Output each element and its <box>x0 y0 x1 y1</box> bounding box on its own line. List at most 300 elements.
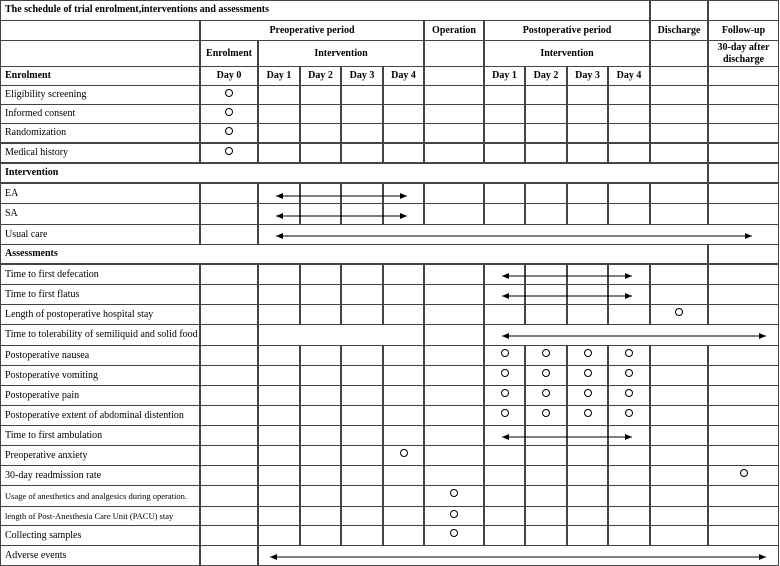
cell-vomiting-12 <box>708 365 779 386</box>
pre-day-1-text: Day 1 <box>266 70 292 81</box>
cell-sa-6 <box>424 203 484 225</box>
cell-ea-12 <box>708 183 779 204</box>
row-label-consent-text: Informed consent <box>5 108 76 119</box>
cell-los-1 <box>200 304 258 325</box>
cell-randomization-4 <box>341 123 383 143</box>
cell-flatus-4 <box>341 284 383 305</box>
cell-flatus-1 <box>200 284 258 305</box>
pre-day-4-text: Day 4 <box>391 70 416 81</box>
cell-ambulation-10 <box>608 425 650 446</box>
header-discharge-blank <box>650 40 708 67</box>
cell-samples-9 <box>567 525 608 546</box>
schedule-circle-marker <box>501 369 509 377</box>
header-pre-intervention-text: Intervention <box>314 47 368 59</box>
header-corner-1 <box>0 20 200 41</box>
pre-day-1 <box>258 66 300 86</box>
header-followup-text: Follow-up <box>721 24 766 36</box>
day-discharge-blank <box>650 66 708 86</box>
cell-readmission-11 <box>650 465 708 486</box>
schedule-circle-marker <box>675 308 683 316</box>
cell-randomization-7 <box>484 123 525 143</box>
cell-ea-7 <box>484 183 525 204</box>
row-label-samples <box>0 525 200 546</box>
cell-pain-4 <box>341 385 383 406</box>
schedule-circle-marker <box>625 369 633 377</box>
header-enrolment <box>200 40 258 67</box>
cell-anxiety-1 <box>200 445 258 466</box>
cell-flatus-10 <box>608 284 650 305</box>
cell-sa-1 <box>200 203 258 225</box>
row-label-ambulation <box>0 425 200 446</box>
cell-randomization-9 <box>567 123 608 143</box>
header-discharge-text: Discharge <box>657 24 701 36</box>
row-label-pacu-text: length of Post-Anesthesia Care Unit (PACU) stay <box>5 511 174 521</box>
row-label-history <box>0 143 200 163</box>
cell-ea-9 <box>567 183 608 204</box>
cell-defecation-12 <box>708 264 779 285</box>
cell-sa-10 <box>608 203 650 225</box>
row-label-readmission-text: 30-day readmission rate <box>5 469 102 481</box>
header-postoperative-period <box>484 20 650 41</box>
post-day-3 <box>567 66 608 86</box>
cell-consent-9 <box>567 104 608 124</box>
cell-randomization-10 <box>608 123 650 143</box>
cell-eligibility-4 <box>341 85 383 105</box>
cell-history-6 <box>424 143 484 163</box>
cell-anesthetics-10 <box>608 485 650 507</box>
cell-los-5 <box>383 304 424 325</box>
schedule-circle-marker <box>400 449 408 457</box>
cell-sa-12 <box>708 203 779 225</box>
cell-usual-span <box>258 224 779 245</box>
cell-tolerability-span <box>484 324 779 346</box>
cell-samples-7 <box>484 525 525 546</box>
schedule-circle-marker <box>225 127 233 135</box>
cell-pacu-11 <box>650 506 708 526</box>
header-operation-text: Operation <box>432 24 476 36</box>
cell-nausea-3 <box>300 345 341 366</box>
cell-eligibility-3 <box>300 85 341 105</box>
row-label-vomiting <box>0 365 200 386</box>
cell-ambulation-8 <box>525 425 567 446</box>
cell-samples-5 <box>383 525 424 546</box>
header-followup-detail <box>708 40 779 67</box>
schedule-circle-marker <box>542 409 550 417</box>
cell-randomization-3 <box>300 123 341 143</box>
cell-distention-2 <box>258 405 300 426</box>
cell-anesthetics-8 <box>525 485 567 507</box>
section-intervention-followup <box>708 163 779 183</box>
cell-flatus-7 <box>484 284 525 305</box>
cell-consent-8 <box>525 104 567 124</box>
cell-history-5 <box>383 143 424 163</box>
row-label-history-text: Medical history <box>5 147 69 158</box>
header-followup-detail-text: 30-day after discharge <box>717 41 770 65</box>
row-label-pacu <box>0 506 200 526</box>
cell-history-7 <box>484 143 525 163</box>
cell-consent-6 <box>424 104 484 124</box>
row-label-flatus-text: Time to first flatus <box>5 288 80 300</box>
cell-defecation-4 <box>341 264 383 285</box>
schedule-circle-marker <box>501 349 509 357</box>
cell-consent-4 <box>341 104 383 124</box>
cell-anesthetics-5 <box>383 485 424 507</box>
row-label-usual <box>0 224 200 245</box>
cell-flatus-12 <box>708 284 779 305</box>
day-0 <box>200 66 258 86</box>
cell-los-8 <box>525 304 567 325</box>
schedule-circle-marker <box>625 409 633 417</box>
cell-tolerability-pre <box>258 324 424 346</box>
section-intervention-text: Intervention <box>5 167 59 178</box>
row-label-anxiety <box>0 445 200 466</box>
cell-anesthetics-7 <box>484 485 525 507</box>
cell-samples-3 <box>300 525 341 546</box>
schedule-circle-marker <box>542 349 550 357</box>
cell-defecation-11 <box>650 264 708 285</box>
cell-pain-2 <box>258 385 300 406</box>
cell-defecation-9 <box>567 264 608 285</box>
post-day-2-text: Day 2 <box>533 70 559 81</box>
row-label-tolerability <box>0 324 200 346</box>
header-pre-intervention <box>258 40 424 67</box>
cell-flatus-8 <box>525 284 567 305</box>
header-discharge <box>650 20 708 41</box>
cell-sa-4 <box>341 203 383 225</box>
cell-distention-3 <box>300 405 341 426</box>
schedule-circle-marker <box>225 147 233 155</box>
table-title <box>0 0 650 21</box>
cell-samples-4 <box>341 525 383 546</box>
cell-eligibility-9 <box>567 85 608 105</box>
cell-anesthetics-3 <box>300 485 341 507</box>
cell-readmission-3 <box>300 465 341 486</box>
header-postoperative-period-text: Postoperative period <box>522 24 612 36</box>
cell-ea-2 <box>258 183 300 204</box>
cell-ambulation-4 <box>341 425 383 446</box>
cell-pain-11 <box>650 385 708 406</box>
post-day-4 <box>608 66 650 86</box>
cell-readmission-9 <box>567 465 608 486</box>
cell-ea-4 <box>341 183 383 204</box>
header-post-intervention-text: Intervention <box>540 47 594 59</box>
cell-ea-11 <box>650 183 708 204</box>
header-corner-2 <box>0 40 200 67</box>
cell-nausea-4 <box>341 345 383 366</box>
section-assessments <box>0 244 708 264</box>
cell-readmission-2 <box>258 465 300 486</box>
cell-distention-5 <box>383 405 424 426</box>
post-day-3-text: Day 3 <box>575 70 600 81</box>
header-blank-followup <box>708 0 779 21</box>
cell-anesthetics-11 <box>650 485 708 507</box>
cell-anxiety-6 <box>424 445 484 466</box>
row-label-sa-text: SA <box>5 208 18 219</box>
row-label-distention <box>0 405 200 426</box>
header-operation-blank <box>424 40 484 67</box>
cell-readmission-7 <box>484 465 525 486</box>
row-label-flatus <box>0 284 200 305</box>
cell-los-6 <box>424 304 484 325</box>
row-label-randomization-text: Randomization <box>5 127 67 138</box>
pre-day-3 <box>341 66 383 86</box>
header-enrolment-text: Enrolment <box>206 47 252 59</box>
cell-pacu-1 <box>200 506 258 526</box>
cell-ea-5 <box>383 183 424 204</box>
cell-vomiting-6 <box>424 365 484 386</box>
schedule-circle-marker <box>625 349 633 357</box>
cell-tolerability-op <box>424 324 484 346</box>
day-operation-blank <box>424 66 484 86</box>
post-day-2 <box>525 66 567 86</box>
cell-vomiting-4 <box>341 365 383 386</box>
cell-consent-10 <box>608 104 650 124</box>
cell-pain-5 <box>383 385 424 406</box>
cell-samples-11 <box>650 525 708 546</box>
cell-defecation-6 <box>424 264 484 285</box>
cell-los-4 <box>341 304 383 325</box>
cell-anesthetics-4 <box>341 485 383 507</box>
cell-ambulation-11 <box>650 425 708 446</box>
cell-readmission-8 <box>525 465 567 486</box>
row-label-anesthetics <box>0 485 200 507</box>
schedule-circle-marker <box>584 369 592 377</box>
cell-anxiety-10 <box>608 445 650 466</box>
cell-vomiting-2 <box>258 365 300 386</box>
cell-sa-7 <box>484 203 525 225</box>
cell-consent-2 <box>258 104 300 124</box>
cell-history-10 <box>608 143 650 163</box>
schedule-circle-marker <box>225 89 233 97</box>
row-label-defecation <box>0 264 200 285</box>
schedule-circle-marker <box>501 389 509 397</box>
cell-pacu-5 <box>383 506 424 526</box>
row-label-anxiety-text: Preoperative anxiety <box>5 449 88 461</box>
cell-eligibility-8 <box>525 85 567 105</box>
cell-sa-2 <box>258 203 300 225</box>
row-label-sa <box>0 203 200 225</box>
cell-defecation-8 <box>525 264 567 285</box>
cell-ea-3 <box>300 183 341 204</box>
row-label-defecation-text: Time to first defecation <box>5 268 99 280</box>
row-label-adverse <box>0 545 200 566</box>
cell-eligibility-10 <box>608 85 650 105</box>
cell-vomiting-3 <box>300 365 341 386</box>
cell-randomization-2 <box>258 123 300 143</box>
cell-consent-7 <box>484 104 525 124</box>
cell-vomiting-11 <box>650 365 708 386</box>
cell-flatus-6 <box>424 284 484 305</box>
section-assessments-followup <box>708 244 779 264</box>
cell-pacu-8 <box>525 506 567 526</box>
cell-anxiety-4 <box>341 445 383 466</box>
row-label-consent <box>0 104 200 124</box>
cell-randomization-5 <box>383 123 424 143</box>
cell-nausea-11 <box>650 345 708 366</box>
schedule-circle-marker <box>740 469 748 477</box>
section-intervention <box>0 163 708 183</box>
row-label-ea <box>0 183 200 204</box>
cell-samples-1 <box>200 525 258 546</box>
row-label-los <box>0 304 200 325</box>
cell-distention-11 <box>650 405 708 426</box>
cell-anesthetics-1 <box>200 485 258 507</box>
schedule-circle-marker <box>450 529 458 537</box>
cell-randomization-11 <box>650 123 708 143</box>
cell-history-4 <box>341 143 383 163</box>
cell-consent-11 <box>650 104 708 124</box>
cell-ambulation-2 <box>258 425 300 446</box>
schedule-circle-marker <box>625 389 633 397</box>
cell-anxiety-12 <box>708 445 779 466</box>
cell-ambulation-5 <box>383 425 424 446</box>
cell-pacu-12 <box>708 506 779 526</box>
cell-pacu-4 <box>341 506 383 526</box>
header-blank-discharge <box>650 0 708 21</box>
cell-anesthetics-2 <box>258 485 300 507</box>
cell-los-10 <box>608 304 650 325</box>
cell-anesthetics-9 <box>567 485 608 507</box>
cell-pacu-7 <box>484 506 525 526</box>
cell-samples-12 <box>708 525 779 546</box>
schedule-circle-marker <box>450 489 458 497</box>
pre-day-2 <box>300 66 341 86</box>
row-label-ambulation-text: Time to first ambulation <box>5 429 103 441</box>
cell-pacu-3 <box>300 506 341 526</box>
row-label-usual-text: Usual care <box>5 228 48 240</box>
cell-randomization-12 <box>708 123 779 143</box>
cell-eligibility-7 <box>484 85 525 105</box>
post-day-1 <box>484 66 525 86</box>
header-preoperative-period <box>200 20 424 41</box>
cell-sa-5 <box>383 203 424 225</box>
cell-anxiety-3 <box>300 445 341 466</box>
schedule-circle-marker <box>584 409 592 417</box>
cell-ea-6 <box>424 183 484 204</box>
cell-ambulation-7 <box>484 425 525 446</box>
schedule-circle-marker <box>584 389 592 397</box>
cell-samples-2 <box>258 525 300 546</box>
row-label-vomiting-text: Postoperative vomiting <box>5 369 99 381</box>
schedule-circle-marker <box>584 349 592 357</box>
cell-readmission-5 <box>383 465 424 486</box>
section-assessments-text: Assessments <box>5 248 58 259</box>
cell-los-2 <box>258 304 300 325</box>
schedule-circle-marker <box>542 389 550 397</box>
cell-samples-10 <box>608 525 650 546</box>
cell-anxiety-7 <box>484 445 525 466</box>
cell-pain-12 <box>708 385 779 406</box>
cell-los-3 <box>300 304 341 325</box>
table-title-text: The schedule of trial enrolment,interventions and assessments <box>5 4 269 15</box>
cell-nausea-2 <box>258 345 300 366</box>
cell-distention-12 <box>708 405 779 426</box>
cell-vomiting-1 <box>200 365 258 386</box>
cell-los-12 <box>708 304 779 325</box>
cell-defecation-7 <box>484 264 525 285</box>
row-label-anesthetics-text: Usage of anesthetics and analgesics during operation. <box>5 491 187 501</box>
cell-pacu-10 <box>608 506 650 526</box>
cell-ambulation-6 <box>424 425 484 446</box>
cell-readmission-6 <box>424 465 484 486</box>
row-label-randomization <box>0 123 200 143</box>
cell-eligibility-6 <box>424 85 484 105</box>
cell-randomization-6 <box>424 123 484 143</box>
cell-pacu-2 <box>258 506 300 526</box>
pre-day-3-text: Day 3 <box>349 70 375 81</box>
cell-samples-8 <box>525 525 567 546</box>
cell-los-7 <box>484 304 525 325</box>
cell-distention-4 <box>341 405 383 426</box>
cell-consent-3 <box>300 104 341 124</box>
cell-ea-1 <box>200 183 258 204</box>
header-preoperative-period-text: Preoperative period <box>269 24 355 36</box>
schedule-circle-marker <box>450 510 458 518</box>
cell-eligibility-5 <box>383 85 424 105</box>
cell-anesthetics-12 <box>708 485 779 507</box>
cell-defecation-10 <box>608 264 650 285</box>
cell-anxiety-2 <box>258 445 300 466</box>
cell-readmission-4 <box>341 465 383 486</box>
cell-distention-1 <box>200 405 258 426</box>
row-label-samples-text: Collecting samples <box>5 529 82 541</box>
cell-randomization-8 <box>525 123 567 143</box>
cell-anxiety-11 <box>650 445 708 466</box>
cell-ambulation-1 <box>200 425 258 446</box>
row-label-eligibility <box>0 85 200 105</box>
header-post-intervention <box>484 40 650 67</box>
row-label-ea-text: EA <box>5 187 19 199</box>
cell-nausea-12 <box>708 345 779 366</box>
cell-pain-3 <box>300 385 341 406</box>
header-operation <box>424 20 484 41</box>
cell-defecation-2 <box>258 264 300 285</box>
row-label-distention-text: Postoperative extent of abdominal distention <box>5 409 184 421</box>
cell-ambulation-9 <box>567 425 608 446</box>
pre-day-2-text: Day 2 <box>308 70 333 81</box>
cell-readmission-10 <box>608 465 650 486</box>
row-label-los-text: Length of postoperative hospital stay <box>5 308 154 320</box>
cell-adverse-span <box>258 545 779 566</box>
cell-defecation-3 <box>300 264 341 285</box>
cell-history-9 <box>567 143 608 163</box>
day-0-text: Day 0 <box>216 70 242 81</box>
cell-readmission-1 <box>200 465 258 486</box>
row-label-eligibility-text: Eligibility screening <box>5 89 87 100</box>
row-label-pain-text: Postoperative pain <box>5 389 80 401</box>
cell-flatus-2 <box>258 284 300 305</box>
cell-pain-1 <box>200 385 258 406</box>
cell-defecation-5 <box>383 264 424 285</box>
schedule-circle-marker <box>542 369 550 377</box>
row-label-adverse-text: Adverse events <box>5 549 67 561</box>
row-label-pain <box>0 385 200 406</box>
cell-pacu-9 <box>567 506 608 526</box>
section-enrolment-text: Enrolment <box>5 70 51 81</box>
cell-sa-3 <box>300 203 341 225</box>
cell-pain-6 <box>424 385 484 406</box>
cell-sa-11 <box>650 203 708 225</box>
section-enrolment <box>0 66 200 86</box>
row-label-nausea <box>0 345 200 366</box>
cell-vomiting-5 <box>383 365 424 386</box>
cell-ea-8 <box>525 183 567 204</box>
cell-consent-5 <box>383 104 424 124</box>
cell-flatus-9 <box>567 284 608 305</box>
cell-defecation-1 <box>200 264 258 285</box>
cell-flatus-5 <box>383 284 424 305</box>
cell-history-2 <box>258 143 300 163</box>
